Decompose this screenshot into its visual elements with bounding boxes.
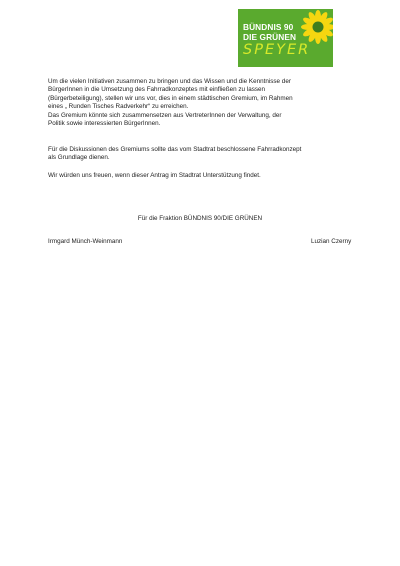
paragraph-discussion-basis: [48, 146, 358, 163]
paragraph-line: (Bürgerbeteiligung), stellen wir uns vor, dies in einem städtischen Gremium, im Rahmen: [48, 94, 293, 102]
logo-city-name: SPEYER: [243, 42, 311, 58]
paragraph-line: Wir würden uns freuen, wenn dieser Antrag im Stadtrat Unterstützung findet.: [48, 172, 261, 179]
paragraph-line: eines „ Runden Tisches Radverkehr“ zu erreichen.: [48, 103, 189, 111]
signatory-left: Irmgard Münch-Weinmann: [48, 238, 123, 245]
paragraph-line: als Grundlage dienen.: [48, 154, 110, 162]
paragraph-closing: [48, 172, 358, 180]
party-logo: [238, 9, 333, 67]
paragraph-line: Um die vielen Initiativen zusammen zu bringen und das Wissen und die Kenntnisse der: [48, 78, 291, 85]
paragraph-line: Politik sowie interessierten BürgerInnen.: [48, 120, 161, 128]
paragraph-line: Das Gremium könnte sich zusammensetzen aus VertreterInnen der Verwaltung, der: [48, 111, 282, 119]
logo-text-line1: BÜNDNIS 90: [243, 22, 294, 32]
paragraph-line: BürgerInnen in die Umsetzung des Fahrradkonzeptes mit einfließen zu lassen: [48, 86, 266, 94]
paragraph-line: Für die Diskussionen des Gremiums sollte das vom Stadtrat beschlossene Fahrradkonzept: [48, 146, 302, 153]
logo-text-line2: DIE GRÜNEN: [243, 32, 297, 42]
signatory-right: Luzian Czerny: [311, 238, 352, 245]
faction-line: Für die Fraktion BÜNDNIS 90/DIE GRÜNEN: [137, 215, 263, 222]
paragraph-initiatives: [48, 78, 358, 128]
